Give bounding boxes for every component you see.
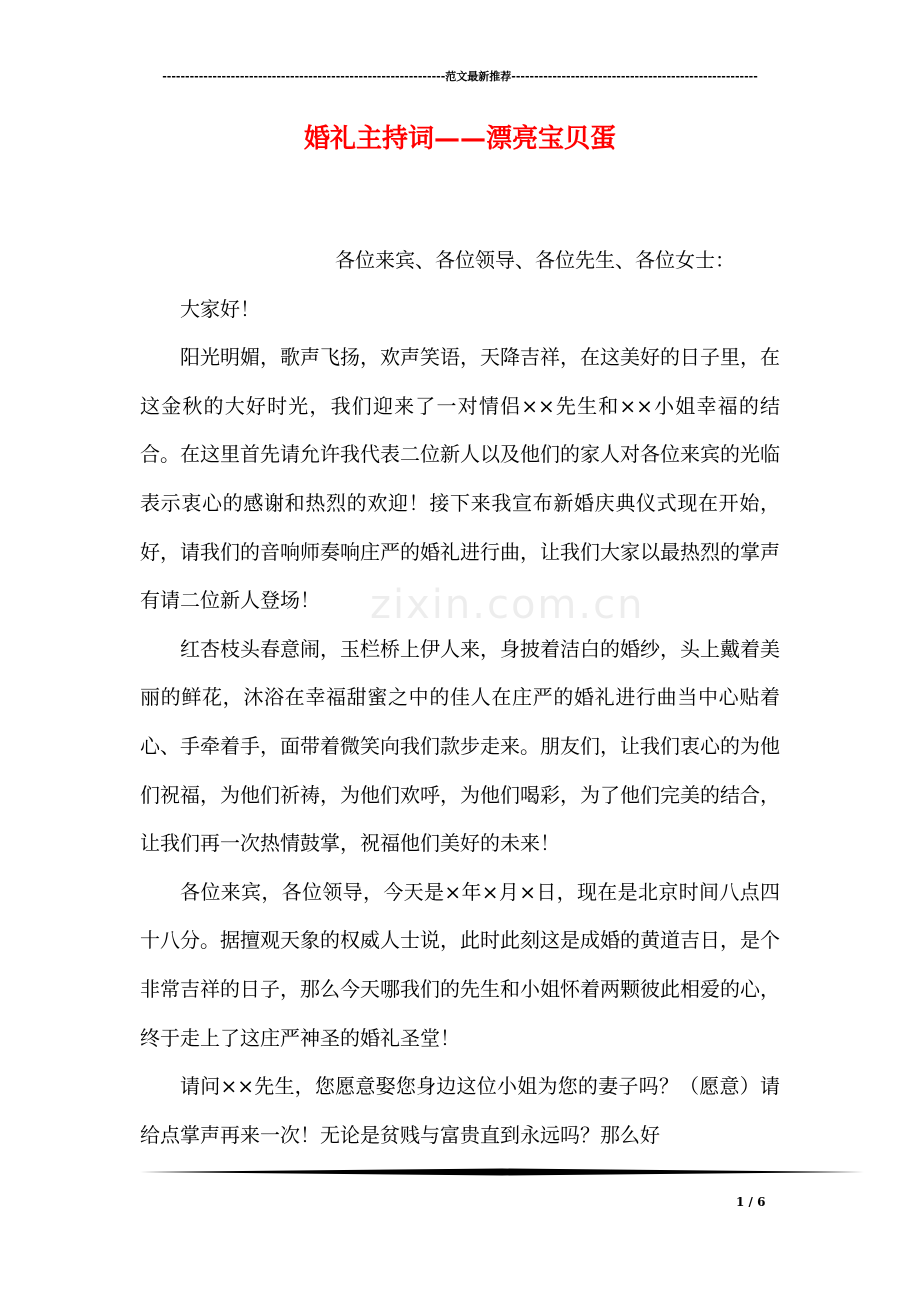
watermark: zixin.com.cn [370, 582, 645, 628]
document-title: 婚礼主持词——漂亮宝贝蛋 [303, 124, 616, 154]
paragraph-date: 各位来宾，各位领导，今天是×年×月×日，现在是北京时间八点四十八分。据擅观天象的权威人士说，此时此刻这是成婚的黄道吉日，是个非常吉祥的日子，那么今天哪我们的先生和小姐怀着两颗彼此相爱的心，终于走上了这庄严神圣的婚礼圣堂！ [140, 879, 780, 1050]
document-body [140, 236, 780, 1159]
footer-rule [140, 1168, 864, 1176]
page-number: 1 / 6 [736, 1195, 766, 1209]
salutation: 各位来宾、各位领导、各位先生、各位女士： [335, 248, 735, 272]
paragraph-bride-entrance: 红杏枝头春意闹，玉栏桥上伊人来，身披着洁白的婚纱，头上戴着美丽的鲜花，沐浴在幸福甜蜜之中的佳人在庄严的婚礼进行曲当中心贴着心、手牵着手，面带着微笑向我们款步走来。朋友们，让我们衷心的为他们祝福，为他们祈祷，为他们欢呼，为他们喝彩，为了他们完美的结合，让我们再一次热情鼓掌，祝福他们美好的未来！ [140, 636, 780, 856]
header-dashed-line: --------------------------------------------------------------范文最新推荐------------------------------------------------------ [162, 70, 758, 83]
paragraph-vows: 请问××先生，您愿意娶您身边这位小姐为您的妻子吗？（愿意）请给点掌声再来一次！无论是贫贱与富贵直到永远吗？那么好 [140, 1074, 780, 1147]
paragraph-greeting: 大家好！ [180, 296, 260, 321]
paragraph-opening: 阳光明媚，歌声飞扬，欢声笑语，天降吉祥，在这美好的日子里，在这金秋的大好时光，我们迎来了一对情侣××先生和××小姐幸福的结合。在这里首先请允许我代表二位新人以及他们的家人对各位来宾的光临表示衷心的感谢和热烈的欢迎！接下来我宣布新婚庆典仪式现在开始，好，请我们的音响师奏响庄严的婚礼进行曲，让我们大家以最热烈的掌声有请二位新人登场！ [140, 345, 780, 613]
